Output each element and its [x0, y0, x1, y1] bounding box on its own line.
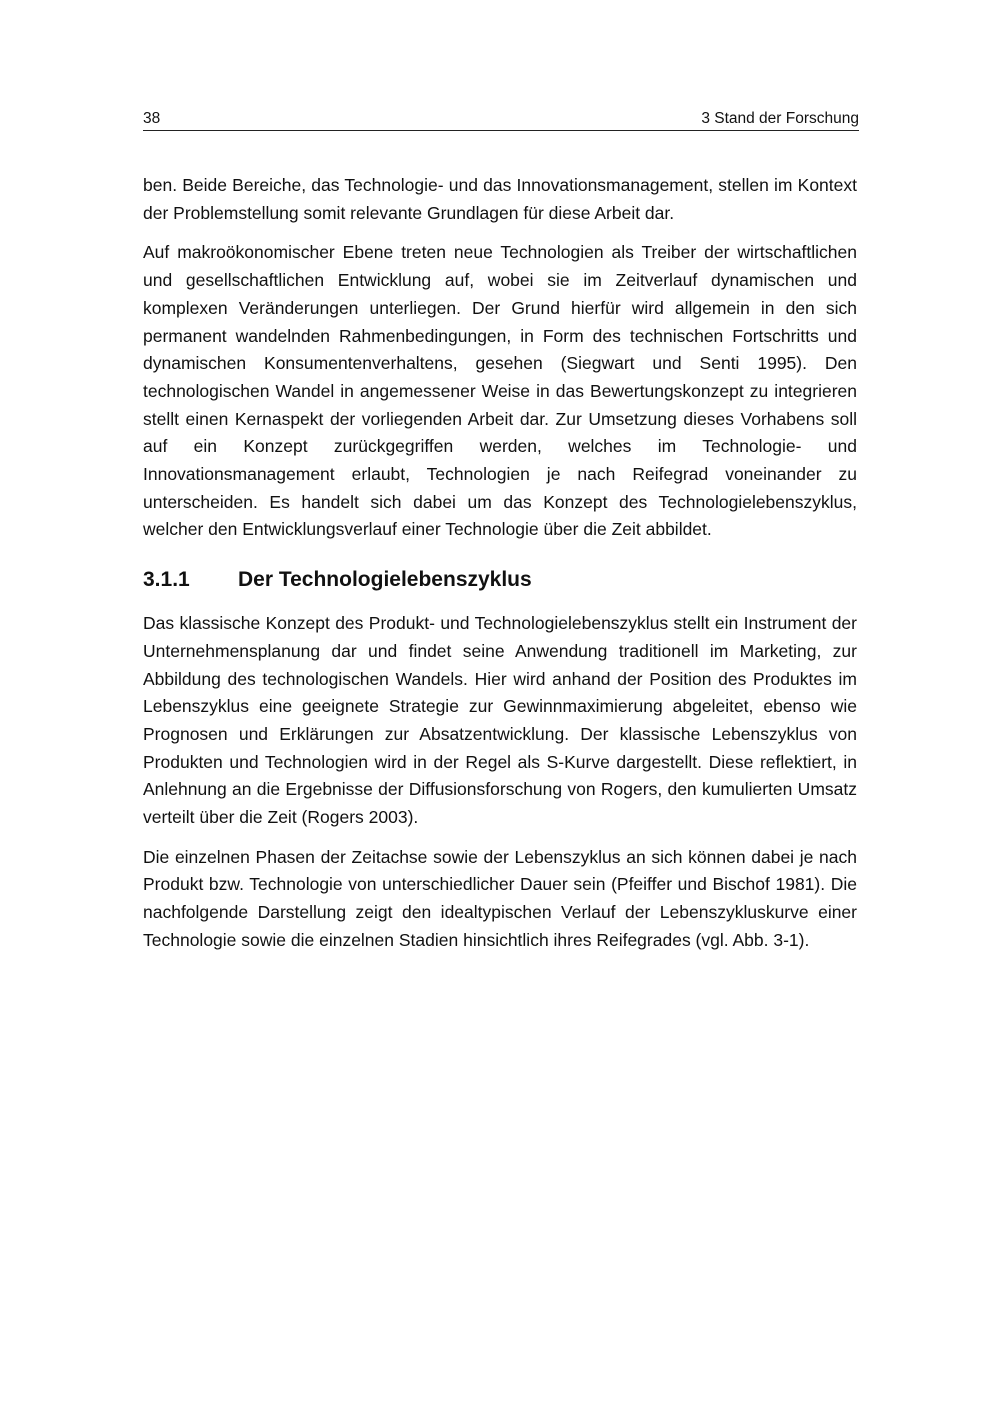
- page-number: 38: [143, 110, 161, 127]
- body-text: [143, 172, 857, 967]
- running-title: 3 Stand der Forschung: [701, 110, 859, 127]
- paragraph-lifecycle-phases: Die einzelnen Phasen der Zeitachse sowie der Lebenszyklus an sich können dabei je nach Produkt bzw. Technologie von unterschiedlicher Dauer sein (Pfeiffer und Bischof 1981). Die nachfolgende Darstellung zeigt den idealtypischen Verlauf der Lebenszykluskurve einer Technologie sowie die einzelnen Stadien hinsichtlich ihres Reifegrades (vgl. Abb. 3-1).: [143, 846, 857, 950]
- page-header: [143, 108, 859, 131]
- section-heading: [143, 566, 857, 594]
- paragraph-continuation: ben. Beide Bereiche, das Technologie- und das Innovationsmanagement, stellen im Kontext der Problemstellung somit relevante Grundlagen für diese Arbeit dar.: [143, 175, 857, 223]
- section-number: 3.1.1: [143, 568, 190, 592]
- paragraph-technological-change: Auf makroökonomischer Ebene treten neue Technologien als Treiber der wirtschaftlichen und gesellschaftlichen Entwicklung auf, wobei sie im Zeitverlauf dynamischen und komplexen Veränderungen unterliegen. Der Grund hierfür wird allgemein in den sich permanent wandelnden Rahmenbedingungen, in Form des technischen Fortschritts und dynamischen Konsumentenverhaltens, gesehen (Siegwart und Senti 1995). Den technologischen Wandel in angemessener Weise in das Bewertungskonzept zu integrieren stellt einen Kernaspekt der vorliegenden Arbeit dar. Zur Umsetzung dieses Vorhabens soll auf ein Konzept zurückgegriffen werden, welches im Technologie- und Innovationsmanagement erlaubt, Technologien je nach Reifegrad voneinander zu unterscheiden. Es handelt sich dabei um das Konzept des Technologielebenszyklus, welcher den Entwicklungsverlauf einer Technologie über die Zeit abbildet.: [143, 242, 857, 540]
- paragraph-lifecycle-concept: Das klassische Konzept des Produkt- und Technologielebenszyklus stellt ein Instrument der Unternehmensplanung dar und findet seine Anwendung traditionell im Marketing, zur Abbildung des technologischen Wandels. Hier wird anhand der Position des Produktes im Lebenszyklus eine geeignete Strategie zur Gewinnmaximierung abgeleitet, ebenso wie Prognosen und Erklärungen zur Absatzentwicklung. Der klassische Lebenszyklus von Produkten und Technologien wird in der Regel als S-Kurve dargestellt. Diese reflektiert, in Anlehnung an die Ergebnisse der Diffusionsforschung von Rogers, den kumulierten Umsatz verteilt über die Zeit (Rogers 2003).: [143, 613, 857, 828]
- section-title: Der Technologielebenszyklus: [238, 568, 532, 592]
